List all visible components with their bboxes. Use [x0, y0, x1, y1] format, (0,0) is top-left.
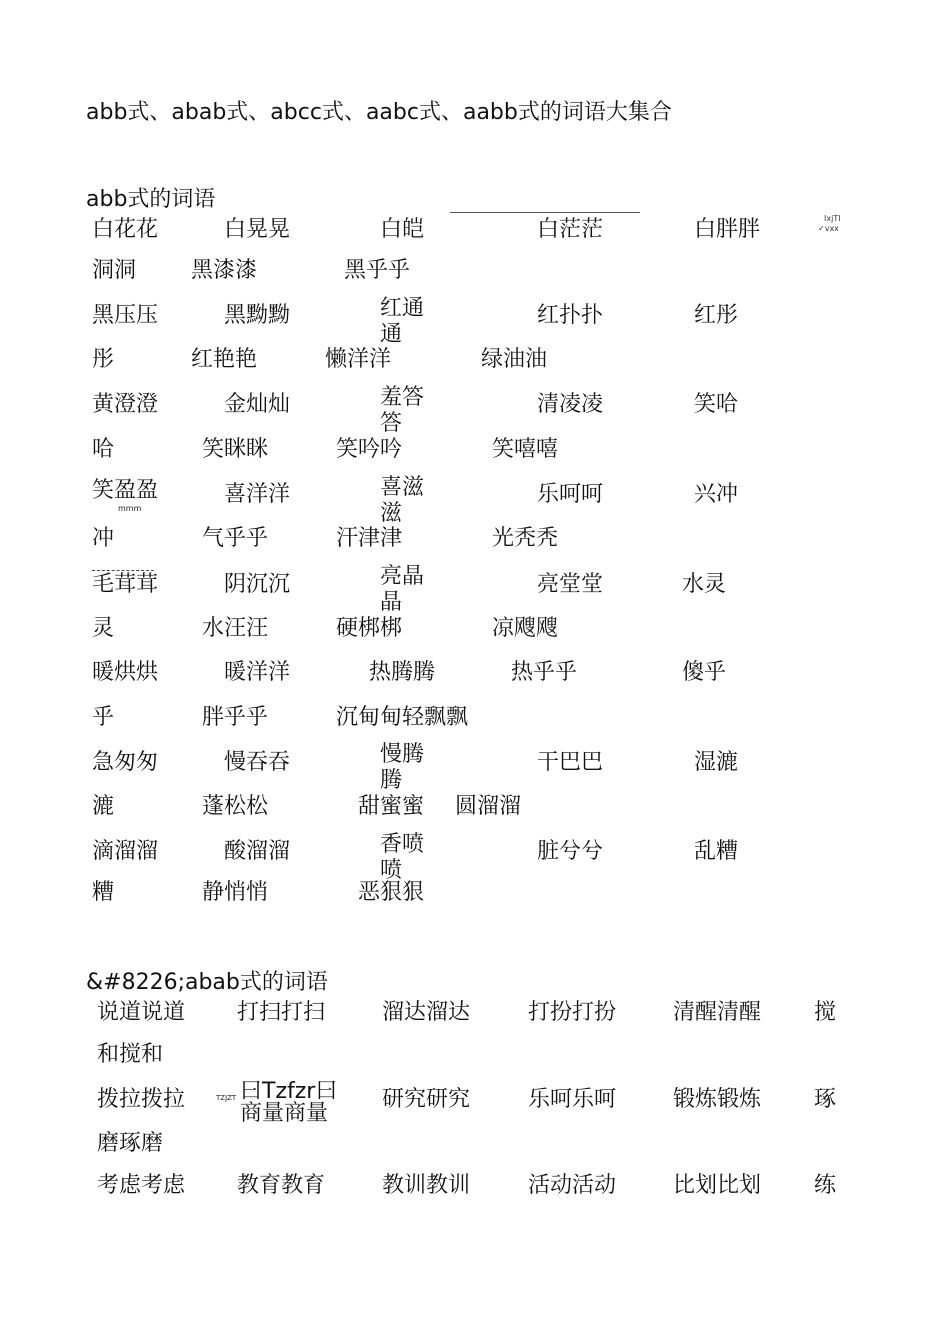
- mark-mmm: mmm: [118, 504, 142, 513]
- word: 乐呵呵: [537, 482, 604, 507]
- word: 拨拉拨拉: [97, 1087, 186, 1112]
- word: 考虑考虑: [97, 1173, 186, 1198]
- word: 亮堂堂: [537, 572, 604, 597]
- word: 干巴巴: [537, 750, 604, 775]
- word: 教训教训: [382, 1173, 471, 1198]
- word: 乎: [92, 705, 115, 730]
- word: 绿油油: [481, 347, 548, 372]
- word: 打扮打扮: [528, 1000, 617, 1025]
- word: 冲: [92, 526, 115, 551]
- word-overlap: 商量商量: [240, 1101, 329, 1126]
- word: 彤: [92, 347, 115, 372]
- word: 黄澄澄: [92, 392, 159, 417]
- word: 黑漆漆: [191, 258, 258, 283]
- word: 阴沉沉: [224, 572, 291, 597]
- word-wrapped: 红通通: [380, 296, 425, 347]
- word: 湿漉: [694, 750, 739, 775]
- word: 哈: [92, 437, 115, 462]
- word: 恶狠狠: [358, 880, 425, 905]
- word: 乱糟: [694, 839, 739, 864]
- word: 毛茸茸: [92, 572, 159, 597]
- word: 暖洋洋: [224, 660, 291, 685]
- corner-note-line-1: IxjTl: [824, 214, 841, 223]
- word: 黑黝黝: [224, 303, 291, 328]
- word: 乐呵乐呵: [528, 1087, 617, 1112]
- word: 喜洋洋: [224, 482, 291, 507]
- word: 白茫茫: [537, 217, 604, 242]
- word: 糟: [92, 880, 115, 905]
- word: 热乎乎: [511, 660, 578, 685]
- word: 曰Tzfzr曰: [240, 1079, 338, 1104]
- word: 说道说道: [97, 1000, 186, 1025]
- word: 笑哈: [694, 392, 739, 417]
- word: 光秃秃: [492, 526, 559, 551]
- word: 练: [814, 1173, 837, 1198]
- word: 凉飕飕: [492, 616, 559, 641]
- word: 笑吟吟: [336, 437, 403, 462]
- word: 兴冲: [694, 482, 739, 507]
- word: 教育教育: [237, 1173, 326, 1198]
- word: 溜达溜达: [382, 1000, 471, 1025]
- word: 白皑: [380, 217, 425, 242]
- word: 酸溜溜: [224, 839, 291, 864]
- word: 慢吞吞: [224, 750, 291, 775]
- word: 水灵: [682, 572, 727, 597]
- word-wrapped: 香喷喷: [380, 832, 425, 883]
- divider-line: [450, 212, 640, 213]
- word: 甜蜜蜜: [358, 794, 425, 819]
- word-wrapped: 羞答答: [380, 385, 425, 436]
- word: 搅: [814, 1000, 837, 1025]
- word: 红艳艳: [191, 347, 258, 372]
- word: 傻乎: [682, 660, 727, 685]
- page-title: abb式、abab式、abcc式、aabc式、aabb式的词语大集合: [86, 100, 672, 125]
- word: 脏兮兮: [537, 839, 604, 864]
- word: 水汪汪: [202, 616, 269, 641]
- word: 滴溜溜: [92, 839, 159, 864]
- word: 笑眯眯: [202, 437, 269, 462]
- word: 白花花: [92, 217, 159, 242]
- word: 清凌凌: [537, 392, 604, 417]
- word: 笑盈盈: [92, 478, 159, 503]
- word: 硬梆梆: [336, 616, 403, 641]
- dashed-mark: [92, 570, 154, 571]
- section-heading-abab: &#8226;abab式的词语: [86, 970, 328, 995]
- word: 黑压压: [92, 303, 159, 328]
- section-heading-abb: abb式的词语: [86, 187, 216, 212]
- word: 清醒清醒: [673, 1000, 762, 1025]
- word: 红彤: [694, 303, 739, 328]
- word-wrapped: 亮晶晶: [380, 564, 425, 615]
- word: 急匆匆: [92, 750, 159, 775]
- word: 蓬松松: [202, 794, 269, 819]
- word: 白晃晃: [224, 217, 291, 242]
- word: 打扫打扫: [237, 1000, 326, 1025]
- word: 暖烘烘: [92, 660, 159, 685]
- word: 活动活动: [528, 1173, 617, 1198]
- word: 比划比划: [673, 1173, 762, 1198]
- corner-note-line-2: ✓vxx: [818, 224, 839, 233]
- word: 懒洋洋: [325, 347, 392, 372]
- word: 洞洞: [92, 258, 137, 283]
- word: 琢: [814, 1087, 837, 1112]
- word: 白胖胖: [694, 217, 761, 242]
- word: 静悄悄: [202, 880, 269, 905]
- mark-tz: TZJZT: [216, 1094, 237, 1102]
- word: 黑乎乎: [344, 258, 411, 283]
- word: 笑嘻嘻: [492, 437, 559, 462]
- word: 磨琢磨: [97, 1131, 164, 1156]
- word: 沉甸甸轻飘飘: [336, 705, 469, 730]
- word: 热腾腾: [369, 660, 436, 685]
- word: 圆溜溜: [455, 794, 522, 819]
- word: 研究研究: [382, 1087, 471, 1112]
- word: 汗津津: [336, 526, 403, 551]
- word: 红扑扑: [537, 303, 604, 328]
- word-wrapped: 喜滋滋: [380, 475, 425, 526]
- word-wrapped: 慢腾腾: [380, 742, 425, 793]
- word: 胖乎乎: [202, 705, 269, 730]
- word: 气乎乎: [202, 526, 269, 551]
- word: 锻炼锻炼: [673, 1087, 762, 1112]
- word: 和搅和: [97, 1042, 164, 1067]
- word: 金灿灿: [224, 392, 291, 417]
- word: 漉: [92, 794, 115, 819]
- word: 灵: [92, 616, 115, 641]
